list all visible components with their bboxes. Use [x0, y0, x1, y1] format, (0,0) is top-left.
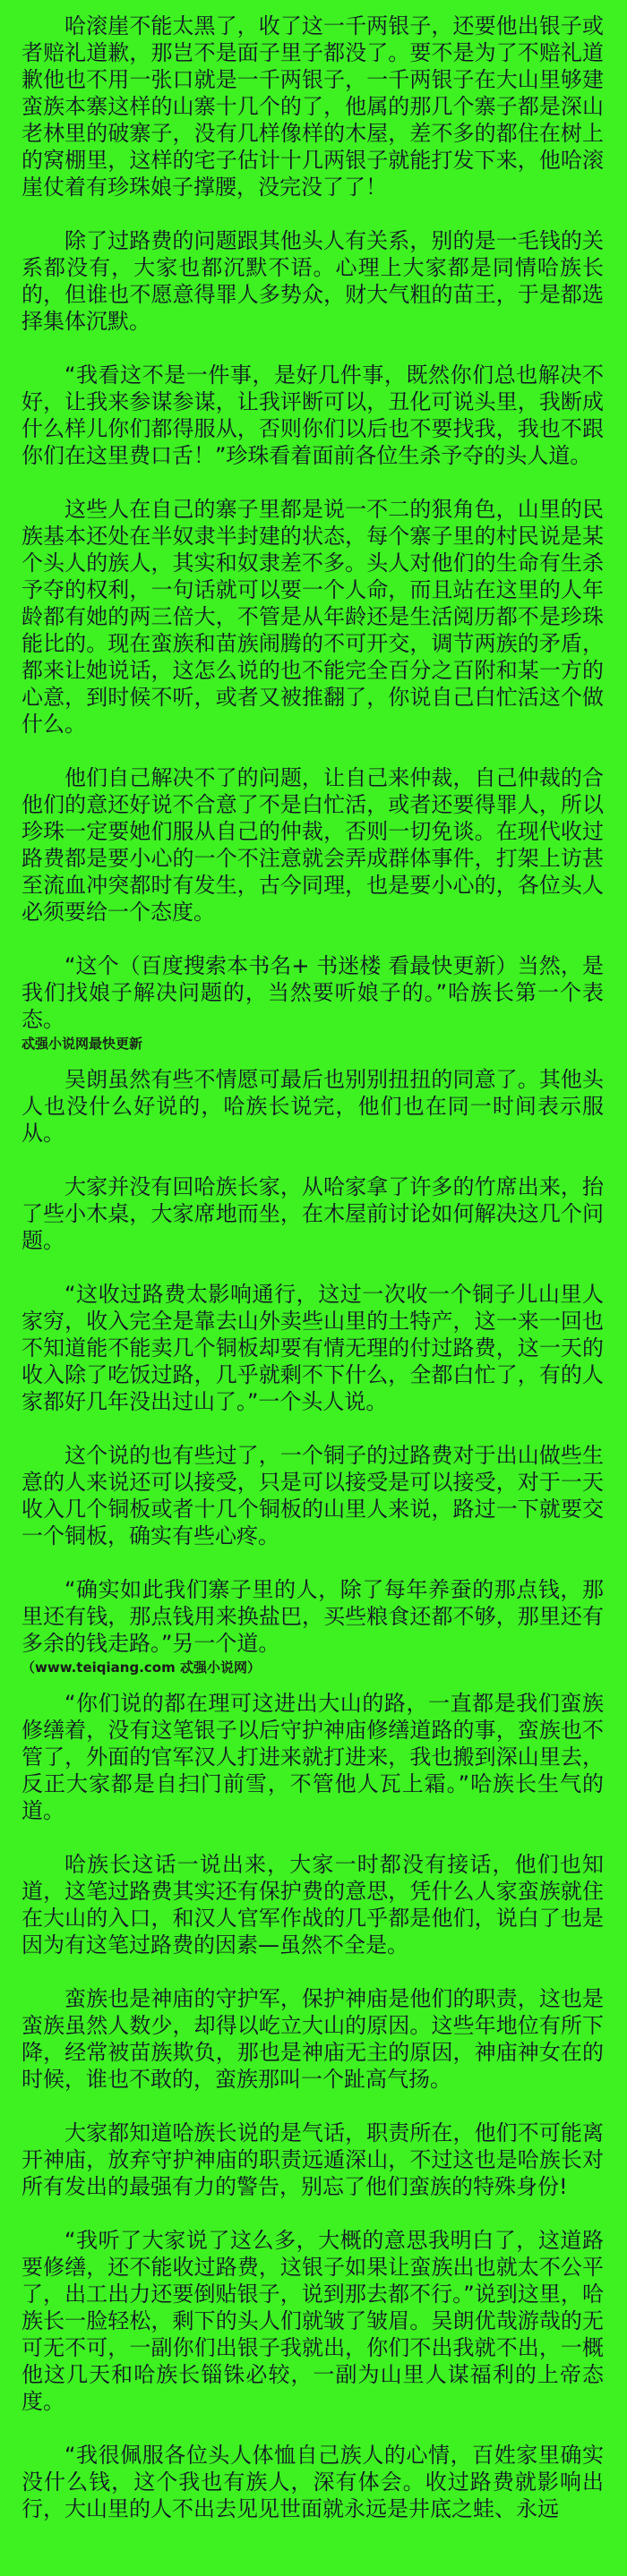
novel-paragraph: 他们自己解决不了的问题，让自己来仲裁，自己仲裁的合他们的意还好说不合意了不是白忙活，或者还要得罪人，所以珍珠一定要她们服从自己的仲裁，否则一切免谈。在现代收过路费都是要小心的一个不注意就会弄成群体事件，打架上访甚至流血冲突都时有发生，古今同理，也是要小心的，各位头人必须要给一个态度。 — [21, 765, 604, 925]
novel-paragraph: 蛮族也是神庙的守护军，保护神庙是他们的职责，这也是蛮族虽然人数少，却得以屹立大山的原因。这些年地位有所下降，经常被苗族欺负，那也是神庙无主的原因，神庙神女在的时候，谁也不敢的，蛮族那叫一个趾高气扬。 — [21, 1986, 604, 2092]
novel-paragraph: “我很佩服各位头人体恤自己族人的心情，百姓家里确实没什么钱，这个我也有族人，深有体会。收过路费就影响出行，大山里的人不出去见见世面就永远是井底之蛙、永远 — [21, 2443, 604, 2521]
novel-paragraph: 吴朗虽然有些不情愿可最后也别别扭扭的同意了。其他头人也没什么好说的，哈族长说完，他们也在同一时间表示服从。 — [21, 1067, 604, 1146]
novel-paragraph: 大家都知道哈族长说的是气话，职责所在，他们不可能离开神庙，放弃守护神庙的职责远遁深山，不过这也是哈族长对所有发出的最强有力的警告，别忘了他们蛮族的特殊身份! — [21, 2120, 604, 2199]
novel-paragraph: 大家并没有回哈族长家，从哈家拿了许多的竹席出来，抬了些小木桌，大家席地而坐，在木屋前讨论如何解决这几个问题。 — [21, 1174, 604, 1253]
novel-paragraph: “你们说的都在理可这进出大山的路，一直都是我们蛮族修缮着，没有这笔银子以后守护神庙修缮道路的事，蛮族也不管了，外面的官军汉人打进来就打进来，我也搬到深山里去，反正大家都是自扫门前雪，不管他人瓦上霜。”哈族长生气的道。 — [21, 1691, 604, 1823]
novel-paragraph: 哈滚崖不能太黑了，收了这一千两银子，还要他出银子或者赔礼道歉，那岂不是面子里子都没了。要不是为了不赔礼道歉他也不用一张口就是一千两银子，一千两银子在大山里够建蛮族本寨这样的山寨十几个的了，他属的那几个寨子都是深山老林里的破寨子，没有几样像样的木屋，差不多的都住在树上的窝棚里，这样的宅子估计十几两银子就能打发下来，他哈滚崖仗着有珍珠娘子撑腰，没完没了了！ — [21, 13, 604, 200]
novel-paragraph: “这个（百度搜索本书名+ 书迷楼 看最快更新）当然，是我们找娘子解决问题的，当然要听娘子的。”哈族长第一个表态。 — [21, 953, 604, 1032]
watermark-line: （www.teiqiang.com 忒强小说网） — [21, 1659, 261, 1676]
novel-paragraph: 除了过路费的问题跟其他头人有关系，别的是一毛钱的关系都没有，大家也都沉默不语。心理上大家都是同情哈族长的，但谁也不愿意得罪人多势众，财大气粗的苗王，于是都选择集体沉默。 — [21, 228, 604, 334]
novel-paragraph: 这个说的也有些过了，一个铜子的过路费对于出山做些生意的人来说还可以接受，只是可以接受是可以接受，对于一天收入几个铜板或者十几个铜板的山里人来说，路过一下就要交一个铜板，确实有些心疼。 — [21, 1443, 604, 1548]
novel-paragraph: “我看这不是一件事，是好几件事，既然你们总也解决不好，让我来参谋参谋，让我评断可以，丑化可说头里，我断成什么样儿你们都得服从，否则你们以后也不要找我，我也不跟你们在这里费口舌！”珍珠看着面前各位生杀予夺的头人道。 — [21, 363, 604, 468]
novel-paragraph: “我听了大家说了这么多，大概的意思我明白了，这道路要修缮，还不能收过路费，这银子如果让蛮族出也就太不公平了，出工出力还要倒贴银子，说到那去都不行。”说到这里，哈族长一脸轻松，剩下的头人们就皱了皱眉。吴朗优哉游哉的无可无不可，一副你们出银子我就出，你们不出我就不出，一概他这几天和哈族长锱铢必较，一副为山里人谋福利的上帝态度。 — [21, 2228, 604, 2414]
novel-paragraph: “确实如此我们寨子里的人，除了每年养蚕的那点钱，那里还有钱，那点钱用来换盐巴，买些粮食还都不够，那里还有多余的钱走路。”另一个道。 — [21, 1577, 604, 1656]
watermark-line: 忒强小说网最快更新 — [21, 1036, 143, 1052]
novel-paragraph: “这收过路费太影响通行，这过一次收一个铜子儿山里人家穷，收入完全是靠去山外卖些山里的土特产，这一来一回也不知道能不能卖几个铜板却要有情无理的付过路费，这一天的收入除了吃饭过路，几乎就剩不下什么，全都白忙了，有的人家都好几年没出过山了。”一个头人说。 — [21, 1282, 604, 1414]
novel-paragraph: 哈族长这话一说出来，大家一时都没有接话，他们也知道，这笔过路费其实还有保护费的意思，凭什么人家蛮族就住在大山的入口，和汉人官军作战的几乎都是他们，说白了也是因为有这笔过路费的因素—虽然不全是。 — [21, 1852, 604, 1958]
novel-paragraph: 这些人在自己的寨子里都是说一不二的狠角色，山里的民族基本还处在半奴隶半封建的状态，每个寨子里的村民说是某个头人的族人，其实和奴隶差不多。头人对他们的生命有生杀予夺的权利，一句话就可以要一个人命，而且站在这里的人年龄都有她的两三倍大，不管是从年龄还是生活阅历都不是珍珠能比的。现在蛮族和苗族闹腾的不可开交，调节两族的矛盾，都来让她说话，这怎么说的也不能完全百分之百附和某一方的心意，到时候不听，或者又被推翻了，你说自己白忙活这个做什么。 — [21, 497, 604, 737]
novel-text — [21, 13, 604, 2522]
